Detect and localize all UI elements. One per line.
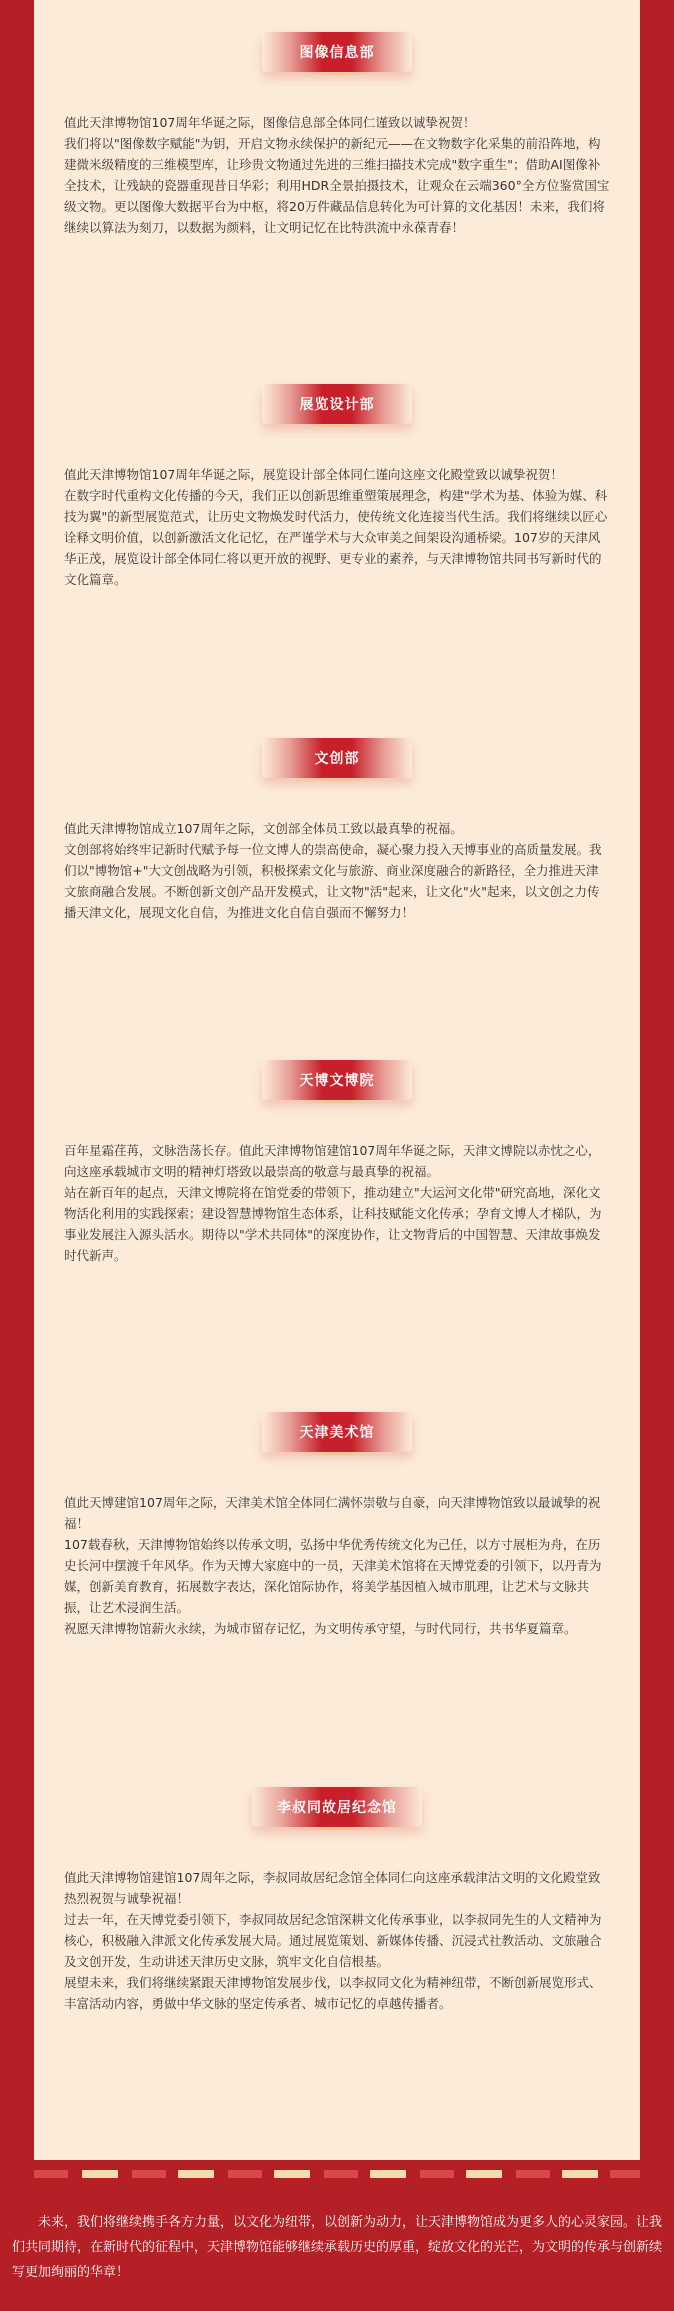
section-title: 文创部 [262, 738, 412, 778]
section-art-museum [34, 1412, 640, 1639]
stripe-segment [132, 2170, 166, 2178]
section-title: 天津美术馆 [262, 1412, 412, 1452]
section-image-info [34, 32, 640, 238]
stripe-segment [370, 2170, 406, 2178]
paragraph: 107载春秋，天津博物馆始终以传承文明，弘扬中华优秀传统文化为己任，以方寸展柜为舟，在历史长河中摆渡千年风华。作为天博大家庭中的一员，天津美术馆将在天博党委的引领下，以丹青为媒，创新美育教育，拓展数字表达，深化馆际协作，将美学基因植入城市肌理，让艺术与文脉共振，让艺术浸润生活。 [64, 1537, 602, 1615]
stripe-segment [82, 2170, 118, 2178]
section-body [64, 1492, 610, 1639]
paragraph: 百年星霜荏苒，文脉浩荡长存。值此天津博物馆建馆107周年华诞之际，天津文博院以赤忱之心，向这座承载城市文明的精神灯塔致以最崇高的敬意与最真挚的祝福。 [64, 1143, 601, 1179]
section-li-shutong-memorial [34, 1787, 640, 2014]
paragraph: 在数字时代重构文化传播的今天，我们正以创新思维重塑策展理念，构建"学术为基、体验为媒、科技为翼"的新型展览范式，让历史文物焕发时代活力，使传统文化连接当代生活。我们将继续以匠心诠释文明价值，以创新激活文化记忆，在严谨学术与大众审美之间架设沟通桥梁。107岁的天津风华正茂，展览设计部全体同仁将以更开放的视野、更专业的素养，与天津博物馆共同书写新时代的文化篇章。 [64, 488, 608, 587]
section-cultural-creative [34, 738, 640, 923]
paragraph: 我们将以"图像数字赋能"为钥，开启文物永续保护的新纪元——在文物数字化采集的前沿阵地，构建微米级精度的三维模型库，让珍贵文物通过先进的三维扫描技术完成"数字重生"；借助AI图像补全技术，让残缺的瓷器重现昔日华彩；利用HDR全景拍摄技术，让观众在云端360°全方位鉴赏国宝级文物。更以图像大数据平台为中枢，将20万件藏品信息转化为可计算的文化基因！未来，我们将继续以算法为刻刀，以数据为颜料，让文明记忆在比特洪流中永葆青春！ [64, 136, 610, 235]
section-body [64, 1867, 610, 2014]
stripe-segment [562, 2170, 598, 2178]
footer [0, 2188, 674, 2311]
stripe-segment [420, 2170, 454, 2178]
section-body [64, 464, 610, 590]
decorative-stripe [0, 2160, 674, 2188]
section-title: 李叔同故居纪念馆 [252, 1787, 422, 1827]
section-title: 图像信息部 [262, 32, 412, 72]
paragraph: 值此天津博物馆107周年华诞之际，图像信息部全体同仁谨致以诚挚祝贺！ [64, 115, 476, 130]
paragraph: 过去一年，在天博党委引领下，李叔同故居纪念馆深耕文化传承事业，以李叔同先生的人文精神为核心，积极融入津派文化传承发展大局。通过展览策划、新媒体传播、沉浸式社教活动、文旅融合及文创开发，生动讲述天津历史文脉，筑牢文化自信根基。 [64, 1912, 602, 1969]
stripe-segment [274, 2170, 310, 2178]
section-body [64, 1140, 610, 1266]
paragraph: 展望未来，我们将继续紧跟天津博物馆发展步伐，以李叔同文化为精神纽带，不断创新展览形式、丰富活动内容，勇做中华文脉的坚定传承者、城市记忆的卓越传播者。 [64, 1975, 602, 2011]
section-tianbo-institute [34, 1060, 640, 1266]
paragraph: 值此天津博物馆107周年华诞之际，展览设计部全体同仁谨向这座文化殿堂致以诚挚祝贺！ [64, 467, 563, 482]
section-body [64, 112, 610, 238]
stripe-segment [466, 2170, 502, 2178]
content-panel [34, 0, 640, 2160]
section-body [64, 818, 610, 923]
paragraph: 值此天博建馆107周年之际，天津美术馆全体同仁满怀崇敬与自豪，向天津博物馆致以最诚挚的祝福！ [64, 1495, 601, 1531]
section-title: 天博文博院 [262, 1060, 412, 1100]
stripe-segment [610, 2170, 640, 2178]
section-title: 展览设计部 [262, 384, 412, 424]
footer-text: 未来，我们将继续携手各方力量，以文化为纽带，以创新为动力，让天津博物馆成为更多人的心灵家园。让我们共同期待，在新时代的征程中，天津博物馆能够继续承载历史的厚重，绽放文化的光芒，为文明的传承与创新续写更加绚丽的华章！ [12, 2215, 663, 2280]
paragraph: 文创部将始终牢记新时代赋予每一位文博人的崇高使命，凝心聚力投入天博事业的高质量发展。我们以"博物馆+"大文创战略为引领，积极探索文化与旅游、商业深度融合的新路径，全力推进天津文旅商融合发展。不断创新文创产品开发模式，让文物"活"起来，让文化"火"起来，以文创之力传播天津文化，展现文化自信，为推进文化自信自强而不懈努力！ [64, 842, 602, 920]
paragraph: 值此天津博物馆建馆107周年之际，李叔同故居纪念馆全体同仁向这座承载津沽文明的文化殿堂致热烈祝贺与诚挚祝福！ [64, 1870, 601, 1906]
stripe-segment [178, 2170, 214, 2178]
paragraph: 值此天津博物馆成立107周年之际，文创部全体员工致以最真挚的祝福。 [64, 821, 463, 836]
section-exhibition-design [34, 384, 640, 590]
stripe-segment [516, 2170, 550, 2178]
stripe-segment [324, 2170, 358, 2178]
paragraph: 站在新百年的起点，天津文博院将在馆党委的带领下，推动建立"大运河文化带"研究高地，深化文物活化利用的实践探索；建设智慧博物馆生态体系，让科技赋能文化传承；孕育文博人才梯队，为事业发展注入源头活水。期待以"学术共同体"的深度协作，让文物背后的中国智慧、天津故事焕发时代新声。 [64, 1185, 602, 1263]
stripe-segment [34, 2170, 68, 2178]
paragraph: 祝愿天津博物馆薪火永续，为城市留存记忆，为文明传承守望，与时代同行，共书华夏篇章。 [64, 1621, 577, 1636]
stripe-segment [228, 2170, 262, 2178]
